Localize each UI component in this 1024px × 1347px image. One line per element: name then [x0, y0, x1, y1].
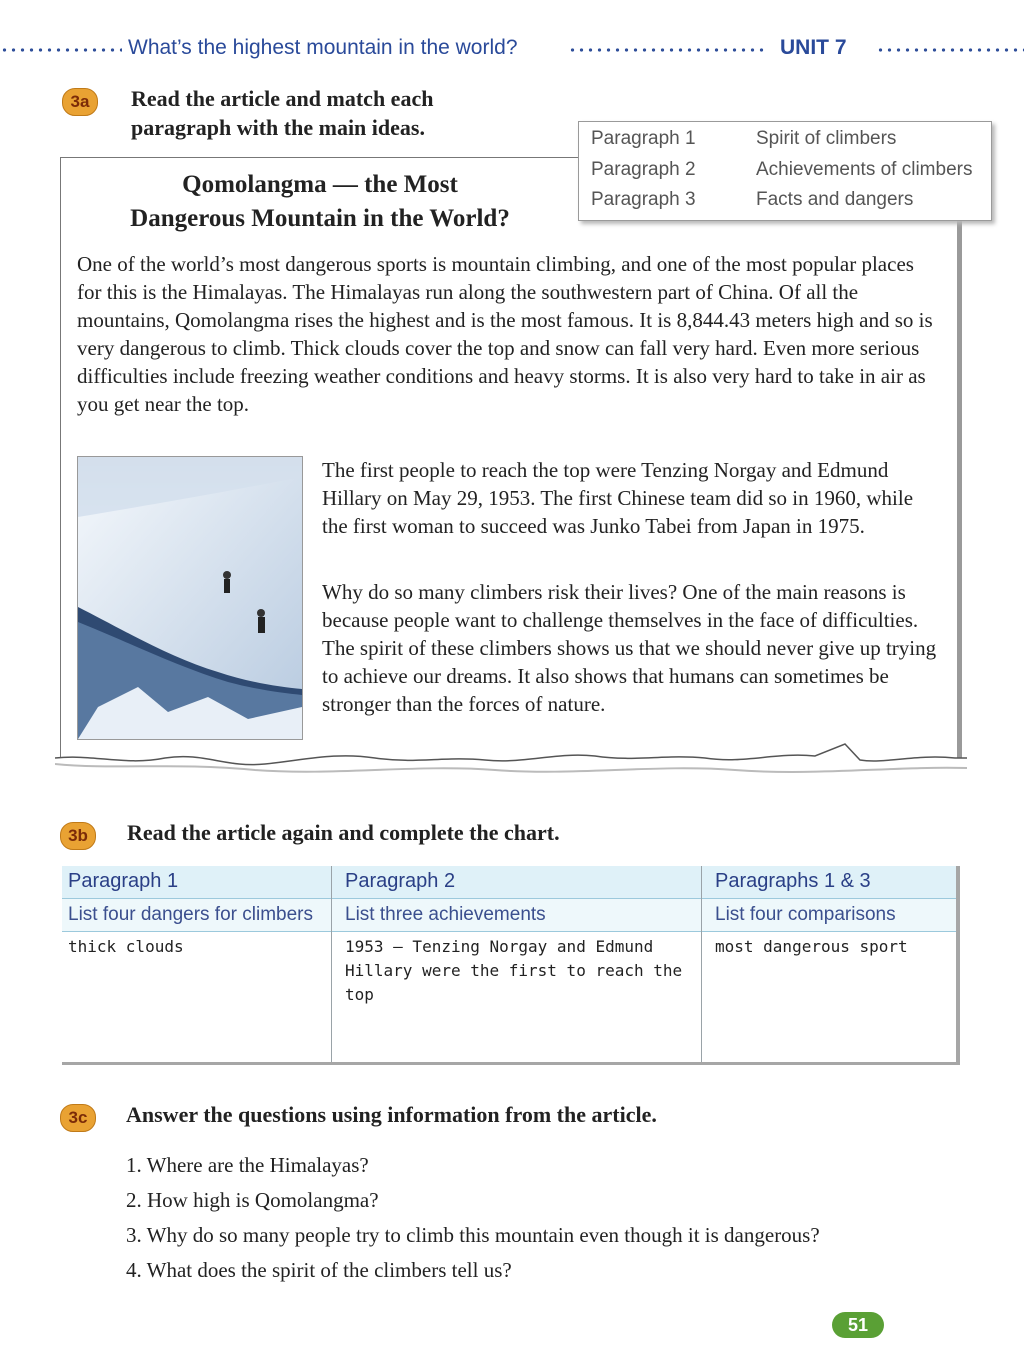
instruction-3a	[131, 84, 433, 142]
instruction-3a-line1: Read the article and match each	[131, 86, 434, 111]
match-row	[591, 189, 914, 211]
chart-answer-paragraph-1: thick clouds	[68, 937, 184, 956]
question-item: 3. Why do so many people try to climb this mountain even though it is dangerous?	[126, 1223, 820, 1247]
match-row	[591, 128, 897, 150]
badge-3b: 3b	[60, 822, 96, 850]
match-paragraph: Paragraph 1	[591, 128, 696, 149]
instruction-3b: Read the article again and complete the chart.	[127, 820, 560, 845]
question-item: 1. Where are the Himalayas?	[126, 1153, 369, 1177]
header-title: What’s the highest mountain in the world?	[128, 36, 518, 59]
chart-header-paragraph-2: Paragraph 2	[345, 870, 456, 892]
article-paragraph-1: One of the world’s most dangerous sports is mountain climbing, and one of the most popular places for this is the Himalayas. The Himalayas run along the southwestern part of China. Of all the mountains, Qomolangma rises the highest and is the most famous. It is 8,844.43 meters high and so is very dangerous to climb. Thick clouds cover the top and snow can fall very hard. Even more serious difficulties include freezing weather conditions and heavy storms. It is also very hard to take in air as you get near the top.	[77, 252, 933, 416]
question-list	[126, 1148, 820, 1288]
article-paragraph-3: Why do so many climbers risk their lives? One of the main reasons is because people want to challenge themselves in the face of difficulties. The spirit of these climbers shows us that we should never give up trying to achieve our dreams. It also shows that humans can sometimes be stronger than the forces of nature.	[322, 580, 937, 716]
chart-answer-paragraphs-1-3: most dangerous sport	[715, 937, 908, 956]
chart-task-paragraphs-1-3: List four comparisons	[715, 904, 896, 925]
chart-answer-paragraph-2: 1953 – Tenzing Norgay and Edmund Hillary were the first to reach the top	[345, 937, 683, 1004]
climbers-photo	[77, 456, 303, 740]
chart-header-paragraphs-1-3: Paragraphs 1 & 3	[715, 870, 871, 892]
match-paragraph: Paragraph 2	[591, 159, 696, 180]
match-idea: Spirit of climbers	[756, 128, 897, 149]
comparison-chart	[62, 866, 960, 1065]
question-item: 4. What does the spirit of the climbers tell us?	[126, 1258, 512, 1282]
chart-header-paragraph-1: Paragraph 1	[68, 870, 179, 892]
page-number: 51	[832, 1312, 884, 1338]
torn-paper-edge	[55, 740, 967, 784]
chart-task-paragraph-2: List three achievements	[345, 904, 546, 925]
badge-3c: 3c	[60, 1104, 96, 1132]
header-dots-middle	[568, 48, 768, 52]
instruction-3a-line2: paragraph with the main ideas.	[131, 115, 425, 140]
instruction-3c: Answer the questions using information from the article.	[126, 1102, 657, 1127]
chart-task-paragraph-1: List four dangers for climbers	[68, 904, 313, 925]
mountain-illustration	[78, 457, 302, 739]
chart-divider	[331, 866, 332, 1062]
unit-label: UNIT 7	[780, 36, 847, 59]
article-title-line1: Qomolangma — the Most	[182, 171, 458, 198]
badge-3a: 3a	[62, 88, 98, 116]
article-title	[60, 168, 580, 236]
match-idea: Facts and dangers	[756, 189, 914, 210]
article-title-line2: Dangerous Mountain in the World?	[130, 205, 510, 232]
page-header	[0, 36, 1024, 64]
question-item: 2. How high is Qomolangma?	[126, 1188, 379, 1212]
match-box	[578, 121, 992, 221]
header-dots-left	[0, 48, 122, 52]
chart-divider	[701, 866, 702, 1062]
match-idea: Achievements of climbers	[756, 159, 973, 180]
match-row	[591, 159, 973, 181]
header-dots-right	[876, 48, 1024, 52]
article-paragraph-2: The first people to reach the top were Tenzing Norgay and Edmund Hillary on May 29, 1953. The first Chinese team did so in 1960, while the first woman to succeed was Junko Tabei from Japan in 1975.	[322, 458, 914, 538]
match-paragraph: Paragraph 3	[591, 189, 696, 210]
